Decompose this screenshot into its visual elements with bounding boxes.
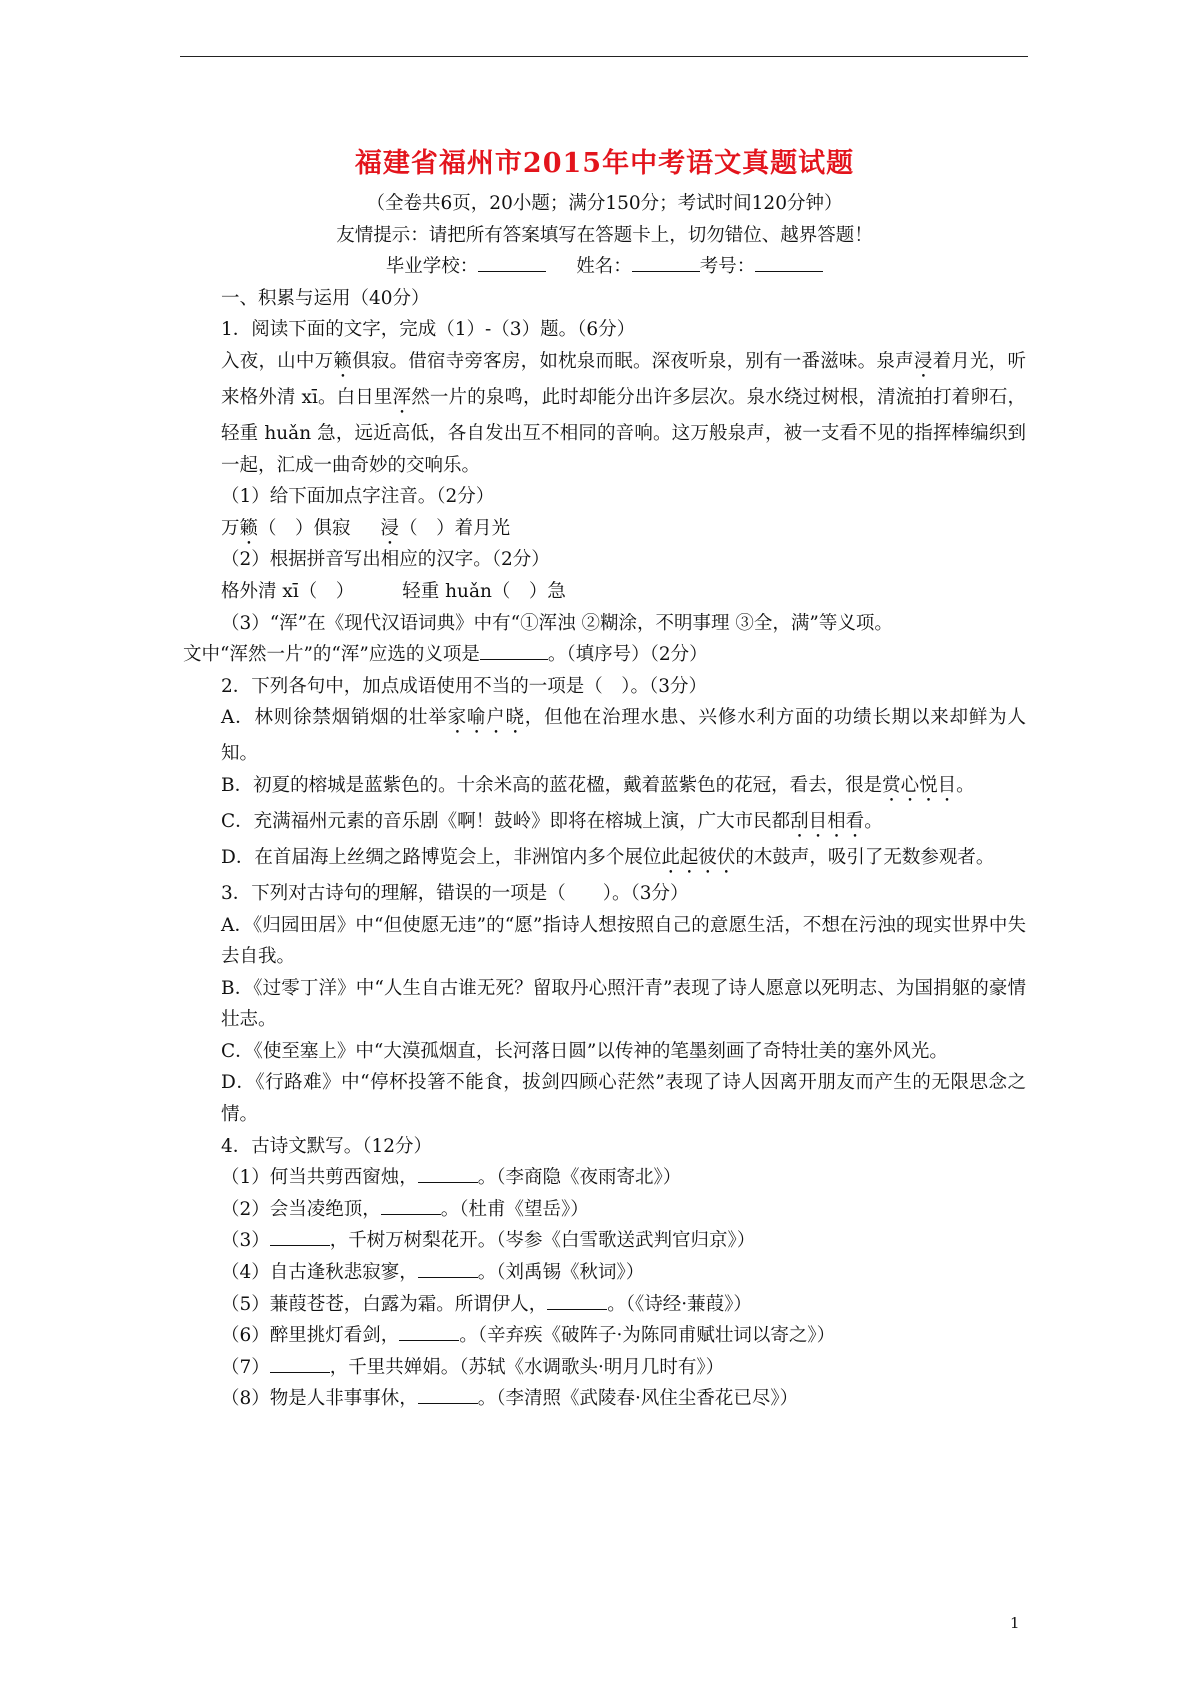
q1-part2-items: 格外清 xī（ ） 轻重 huǎn（ ）急 — [221, 580, 566, 602]
q4-item-3: （3） ，千树万树梨花开。（岑参《白雪歌送武判官归京》） — [183, 1225, 1026, 1257]
q4-blank-8[interactable] — [418, 1384, 478, 1404]
q4-blank-7[interactable] — [270, 1353, 330, 1373]
q1-part3-line1: （3）“浑”在《现代汉语词典》中有“①浑浊 ②糊涂，不明事理 ③全，满”等义项。 — [221, 612, 893, 634]
school-label: 毕业学校： — [385, 256, 479, 278]
q3-option-a: A．《归园田居》中“但使愿无违”的“愿”指诗人想按照自己的意愿生活，不想在污浊的现实世界中失去自我。 — [221, 914, 1026, 968]
q4-item-2: （2）会当凌绝顶， 。（杜甫《望岳》） — [183, 1194, 1026, 1226]
q2-option-d: D．在首届海上丝绸之路博览会上，非洲馆内多个展位此起彼伏的木鼓声，吸引了无数参观者。 — [221, 846, 995, 868]
exam-page-content — [183, 140, 1026, 1415]
friendly-tip: 友情提示：请把所有答案填写在答题卡上，切勿错位、越界答题！ — [336, 224, 873, 246]
q2-stem: 2．下列各句中，加点成语使用不当的一项是（ ）。（3分） — [221, 675, 708, 697]
number-blank[interactable] — [755, 252, 823, 272]
q4-blank-2[interactable] — [381, 1195, 441, 1215]
q2-option-a: A．林则徐禁烟销烟的壮举家喻户晓，但他在治理水患、兴修水利方面的功绩长期以来却鲜为人知。 — [221, 707, 1026, 765]
name-label: 姓名： — [576, 256, 632, 278]
q3-option-b: B．《过零丁洋》中“人生自古谁无死？留取丹心照汗青”表现了诗人愿意以死明志、为国捐躯的豪情壮志。 — [221, 977, 1026, 1031]
number-label: 考号： — [699, 256, 756, 278]
page-number: 1 — [1010, 1614, 1020, 1632]
school-blank[interactable] — [478, 252, 546, 272]
q3-option-c: C．《使至塞上》中“大漠孤烟直，长河落日圆”以传神的笔墨刻画了奇特壮美的塞外风光。 — [221, 1040, 948, 1062]
q2-option-c: C．充满福州元素的音乐剧《啊！鼓岭》即将在榕城上演，广大市民都刮目相看。 — [221, 810, 883, 832]
q4-item-5: （5）蒹葭苍苍，白露为霜。所谓伊人， 。（《诗经·蒹葭》） — [183, 1289, 1026, 1321]
q4-item-4: （4）自古逢秋悲寂寥， 。（刘禹锡《秋词》） — [183, 1257, 1026, 1289]
q4-blank-4[interactable] — [418, 1258, 478, 1278]
q4-blank-5[interactable] — [547, 1290, 607, 1310]
q4-item-1: （1）何当共剪西窗烛， 。（李商隐《夜雨寄北》） — [183, 1162, 1026, 1194]
section-heading: 一、积累与运用（40分） — [221, 287, 430, 309]
q4-item-6: （6）醉里挑灯看剑， 。（辛弃疾《破阵子·为陈同甫赋壮词以寄之》） — [183, 1320, 1026, 1352]
q1-part3-line2: 文中“浑然一片”的“浑”应选的义项是 。（填序号）（2分） — [183, 639, 1026, 671]
q4-item-8: （8）物是人非事事休， 。（李清照《武陵春·风住尘香花已尽》） — [183, 1383, 1026, 1415]
q2-option-b: B．初夏的榕城是蓝紫色的。十余米高的蓝花楹，戴着蓝紫色的花冠，看去，很是赏心悦目。 — [221, 774, 975, 796]
q1-part1-items: 万籁（ ）俱寂 浸（ ）着月光 — [221, 517, 511, 539]
q3-stem: 3．下列对古诗句的理解，错误的一项是（ ）。（3分） — [221, 882, 689, 904]
exam-info: （全卷共6页，20小题；满分150分；考试时间120分钟） — [366, 193, 843, 214]
student-info-form — [183, 251, 1026, 283]
q4-stem: 4．古诗文默写。（12分） — [221, 1135, 433, 1157]
q4-blank-3[interactable] — [270, 1226, 330, 1246]
q1-stem: 1．阅读下面的文字，完成（1）-（3）题。（6分） — [221, 319, 636, 341]
q1-part3-blank[interactable] — [480, 640, 548, 660]
header-rule — [180, 56, 1028, 57]
q1-part1: （1）给下面加点字注音。（2分） — [221, 486, 495, 508]
q1-part2: （2）根据拼音写出相应的汉字。（2分） — [221, 549, 550, 571]
q4-blank-1[interactable] — [418, 1163, 478, 1183]
q4-item-7: （7） ，千里共婵娟。（苏轼《水调歌头·明月几时有》） — [183, 1352, 1026, 1384]
name-blank[interactable] — [632, 252, 700, 272]
exam-title: 福建省福州市2015年中考语文真题试题 — [354, 148, 855, 179]
q4-blank-6[interactable] — [399, 1321, 459, 1341]
q1-passage: 入夜，山中万籁俱寂。借宿寺旁客房，如枕泉而眠。深夜听泉，别有一番滋味。泉声浸着月光，听来格外清 xī。白日里浑然一片的泉鸣，此时却能分出许多层次。泉水绕过树根，清流拍打着卵石，轻重 huǎn 急，远近高低，各自发出互不相同的音响。这万般泉声，被一支看不见的指挥棒编织到一起，汇成一曲奇妙的交响乐。 — [221, 350, 1026, 476]
q3-option-d: D．《行路难》中“停杯投箸不能食，拔剑四顾心茫然”表现了诗人因离开朋友而产生的无限思念之情。 — [221, 1072, 1026, 1126]
